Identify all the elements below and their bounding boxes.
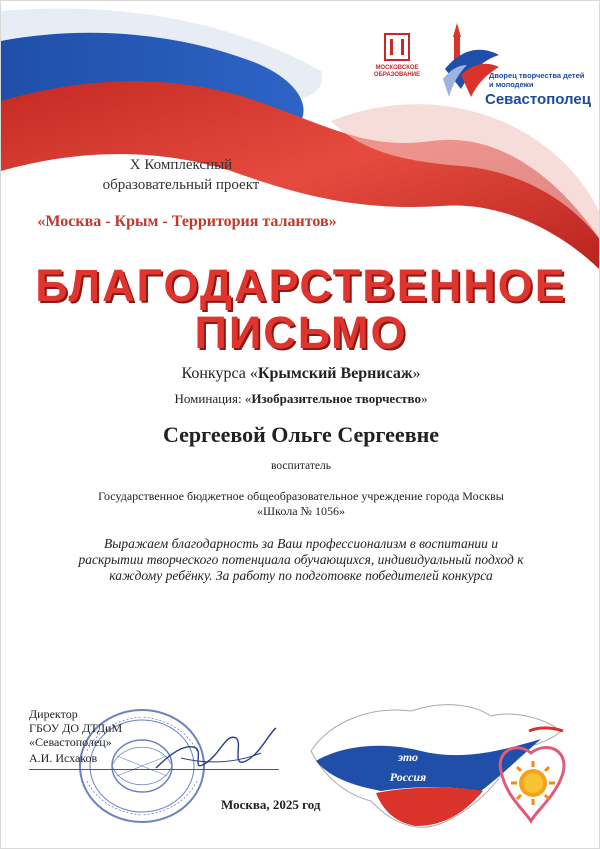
moscow-education-text: МОСКОВСКОЕ ОБРАЗОВАНИЕ	[373, 65, 421, 78]
signatory-title: Директор	[29, 707, 78, 721]
project-line-2: образовательный проект	[102, 177, 260, 193]
palace-name: Севастополец	[485, 91, 591, 108]
organization-line-1: Государственное бюджетное общеобразовательное учреждение города Москвы	[98, 489, 504, 503]
moscow-education-logo	[369, 33, 425, 97]
nomination-line	[1, 391, 600, 407]
crimea-map-emblem	[301, 691, 599, 841]
project-name: «Москва - Крым - Территория талантов»	[37, 213, 337, 230]
signatory-name: А.И. Исхаков	[29, 751, 98, 765]
project-line-1: X Комплексный	[129, 157, 233, 173]
gratitude-message: Выражаем благодарность за Ваш профессионализм в воспитании и раскрытии творческого потенциала обучающихся, индивидуальный подход к каждому ребёнку. За работу по подготовке победителей конкурса	[78, 536, 524, 583]
sun-icon	[511, 761, 555, 805]
nomination-prefix: Номинация: «	[174, 391, 252, 406]
contest-name: Крымский Вернисаж	[257, 365, 413, 382]
moscow-m-icon	[384, 33, 410, 61]
sevastopolets-logo	[437, 19, 591, 111]
crimea-slogan-line-2: это	[398, 750, 418, 764]
contest-suffix: »	[412, 365, 421, 382]
organization-line-2: «Школа № 1056»	[257, 504, 345, 518]
nomination-name: Изобразительное творчество	[251, 391, 421, 406]
signatory-organization: ГБОУ ДО ДТДиМ	[29, 721, 123, 735]
document-title-line-2: ПИСЬМО	[194, 307, 408, 358]
recipient-name: Сергеевой Ольге Сергеевне	[162, 422, 440, 447]
crimea-slogan	[373, 727, 443, 787]
palace-subtitle: Дворец творчества детей и молодежи	[489, 71, 585, 89]
crimea-slogan-line-3: Россия	[389, 770, 427, 784]
handwritten-signature	[151, 713, 281, 783]
recipient-position: воспитатель	[271, 460, 331, 472]
signature-line	[29, 769, 279, 770]
signatory-organization-name: «Севастополец»	[29, 735, 112, 749]
nomination-suffix: »	[420, 391, 428, 406]
crimea-slogan-line-1: Крым -	[389, 730, 427, 744]
contest-prefix: Конкурса «	[181, 365, 258, 382]
document-title-line-1: БЛАГОДАРСТВЕННОЕ	[35, 260, 567, 311]
contest-line	[1, 365, 600, 383]
place-and-date: Москва, 2025 год	[221, 797, 321, 812]
